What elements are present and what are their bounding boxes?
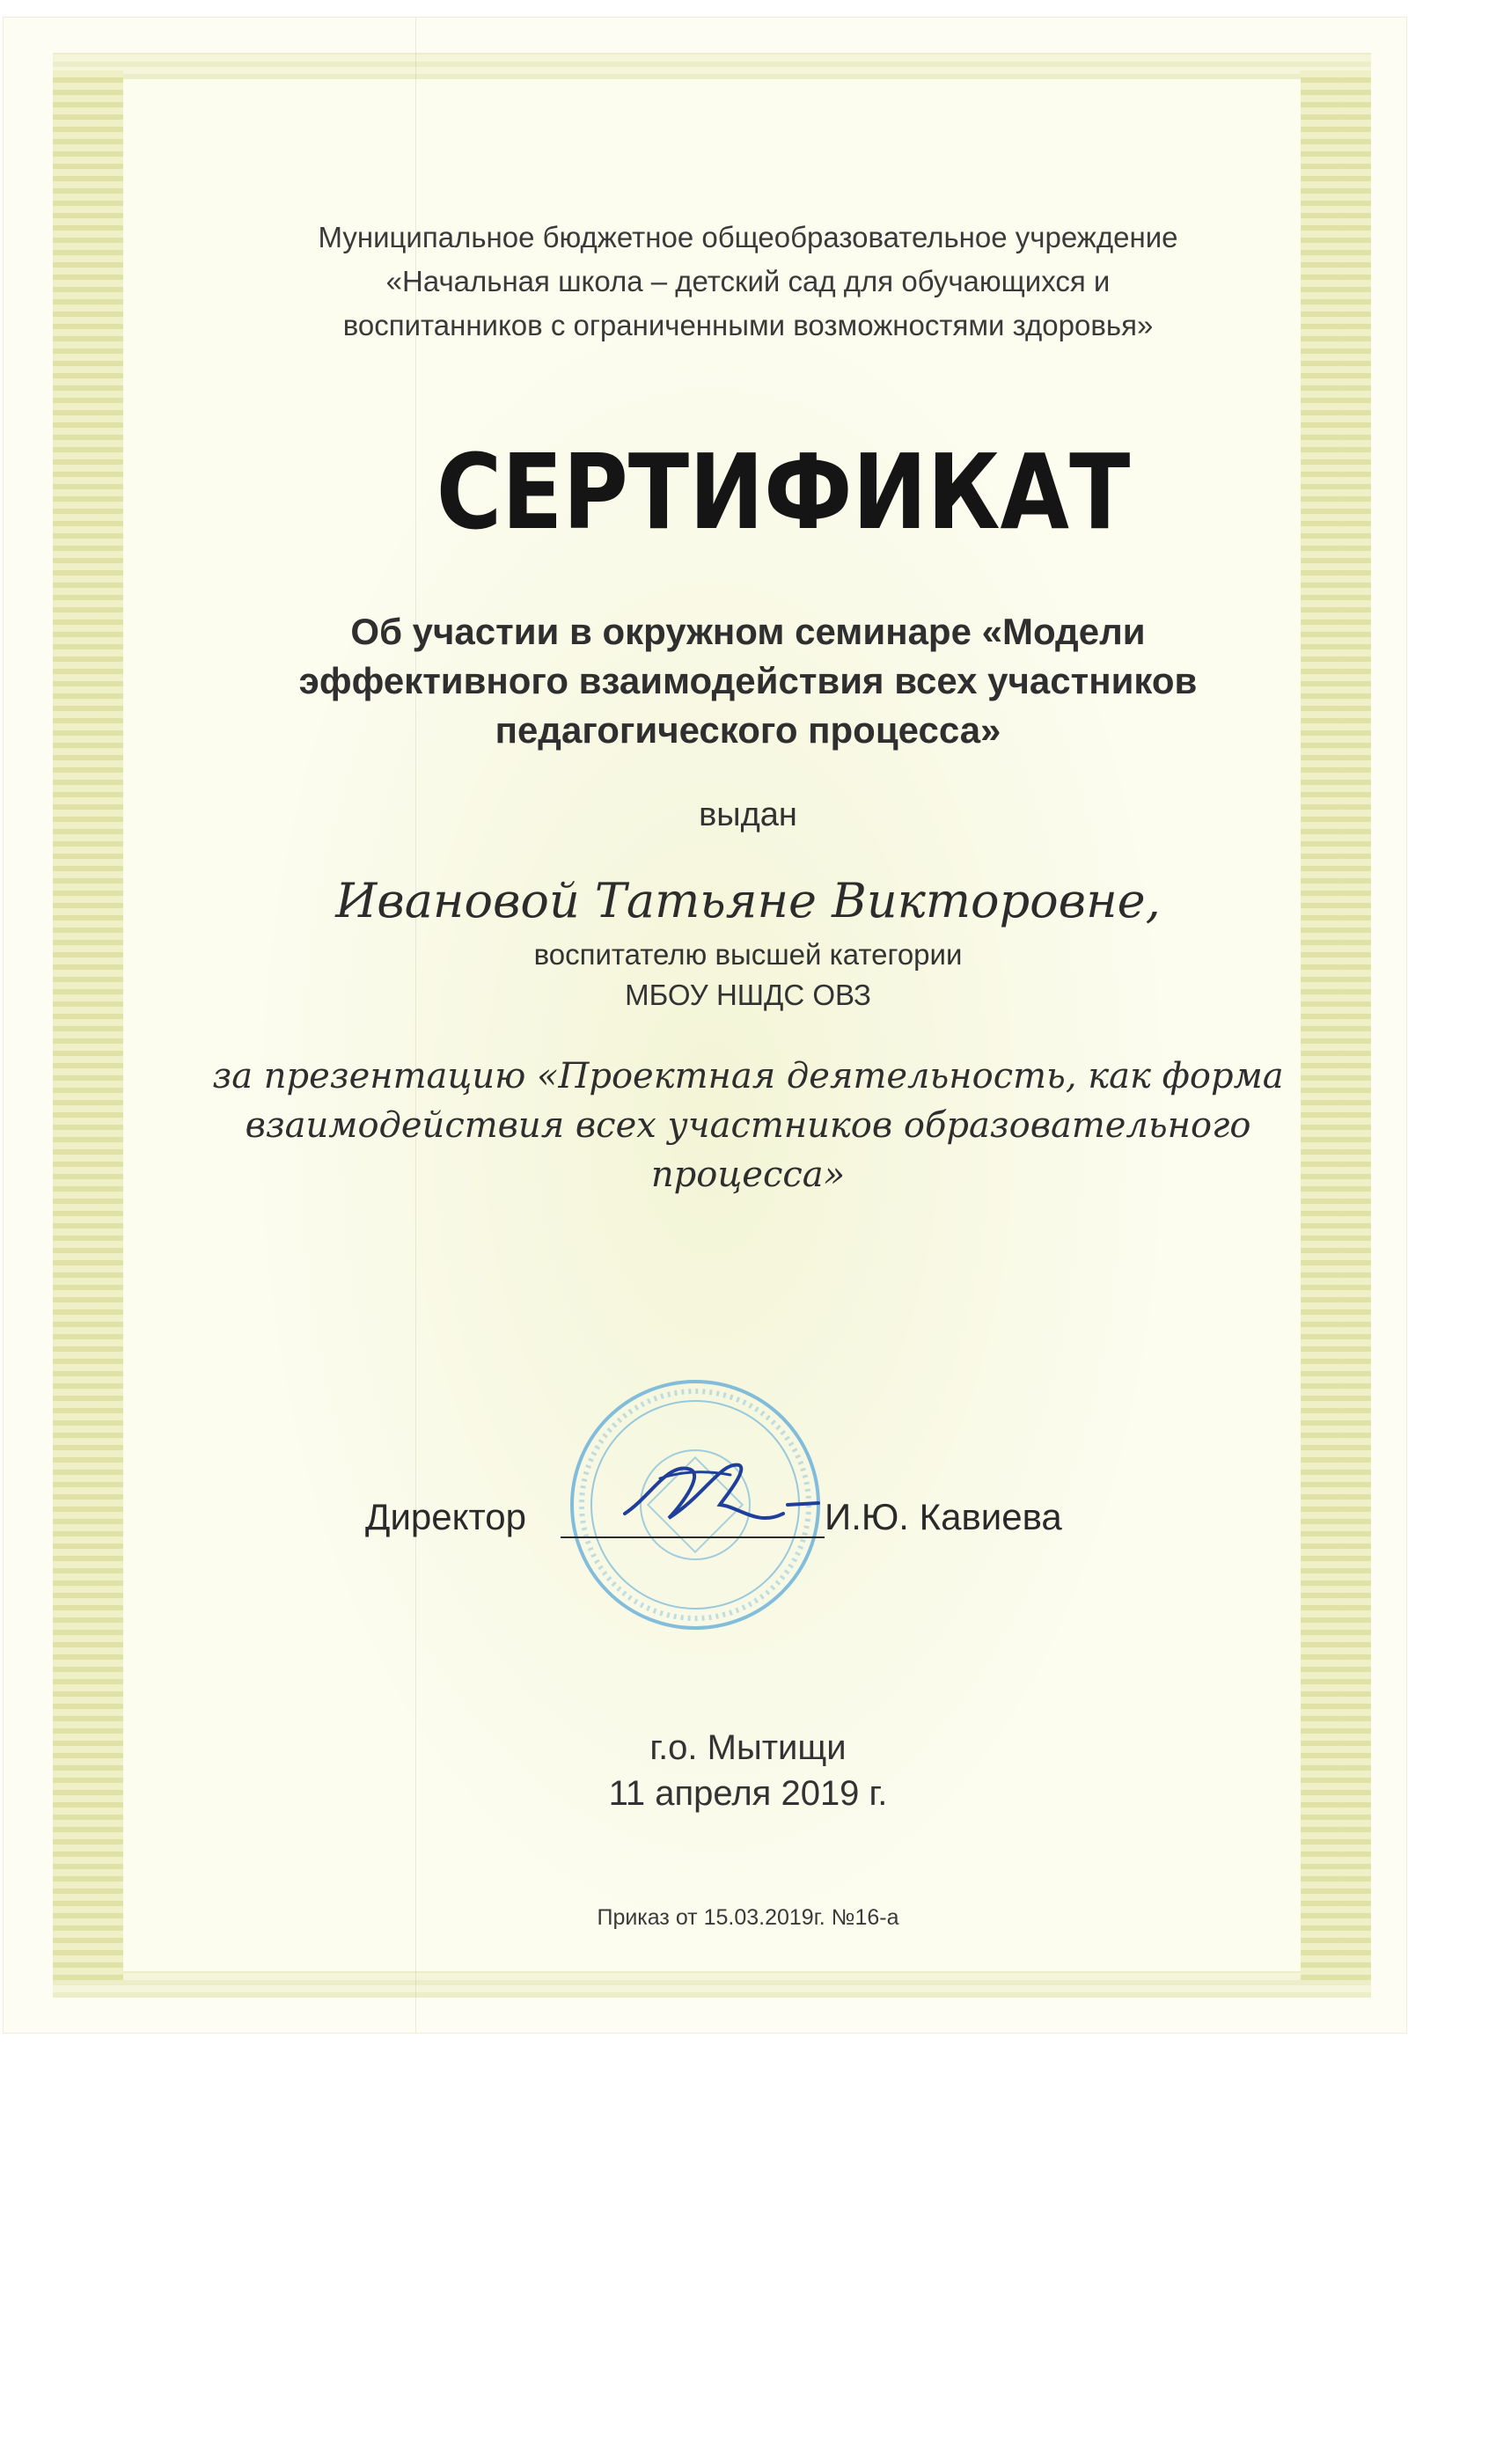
ornamental-border-bottom: [53, 1971, 1371, 1998]
organization-line: «Начальная школа – детский сад для обучающихся и: [385, 265, 1111, 297]
ornamental-border-top: [53, 53, 1371, 79]
place-and-date: [0, 1725, 1496, 1816]
presentation-line: за презентацию «Проектная деятельность, как форма: [212, 1056, 1284, 1096]
place: г.о. Мытищи: [649, 1728, 847, 1767]
organization-line: Муниципальное бюджетное общеобразовательное учреждение: [318, 221, 1178, 253]
organization-header: [0, 216, 1496, 348]
order-reference: Приказ от 15.03.2019г. №16-а: [597, 1905, 899, 1930]
certificate-field: [123, 79, 1301, 1971]
recipient-name: Ивановой Татьяне Викторовне,: [335, 873, 1161, 928]
director-label: Директор: [365, 1496, 526, 1537]
subject-line: педагогического процесса»: [495, 709, 1001, 751]
recipient-position: воспитателю высшей категории: [533, 938, 963, 971]
ornamental-border-right: [1301, 70, 1371, 1980]
subject-line: Об участии в окружном семинаре «Модели: [350, 611, 1146, 652]
presentation-line: взаимодействия всех участников образовательного: [245, 1105, 1251, 1146]
ornamental-border-left: [53, 70, 123, 1980]
presentation-line: процесса»: [650, 1155, 846, 1195]
issued-label: выдан: [699, 796, 797, 833]
certificate-subject: [0, 607, 1496, 755]
date: 11 апреля 2019 г.: [608, 1774, 888, 1813]
handwritten-signature: [607, 1443, 836, 1540]
director-name: И.Ю. Кавиева: [825, 1496, 1062, 1537]
certificate-title: СЕРТИФИКАТ: [436, 431, 1131, 553]
subject-line: эффективного взаимодействия всех участников: [298, 660, 1198, 701]
recipient-details: [0, 935, 1496, 1016]
presentation-text: [0, 1052, 1496, 1199]
recipient-institution: МБОУ НШДС ОВЗ: [625, 979, 871, 1011]
organization-line: воспитанников с ограниченными возможностями здоровья»: [342, 309, 1154, 341]
